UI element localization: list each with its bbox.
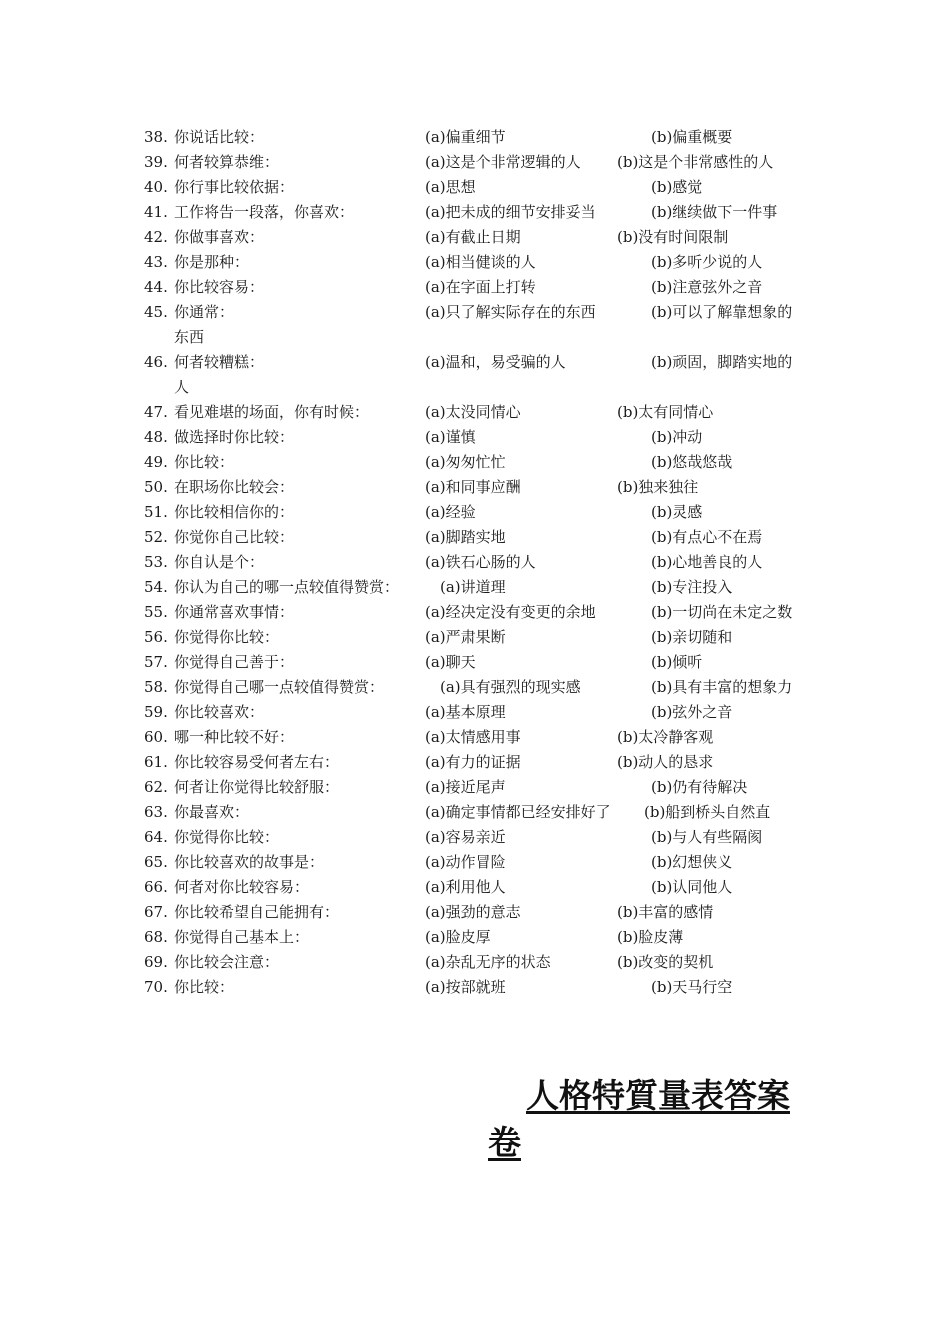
option-b: (b)心地善良的人 — [651, 553, 763, 571]
option-b: (b)独来独往 — [617, 478, 699, 496]
question-number: 58. — [144, 678, 168, 696]
question-item — [144, 625, 824, 650]
question-item — [144, 975, 824, 1000]
option-b: (b)冲动 — [651, 428, 703, 446]
option-b: (b)丰富的感情 — [617, 903, 714, 921]
question-number: 70. — [144, 978, 168, 996]
question-number: 47. — [144, 403, 168, 421]
option-a: (a)和同事应酬 — [425, 478, 521, 496]
question-text: 你自认是个： — [174, 553, 265, 571]
option-b: (b)偏重概要 — [651, 128, 733, 146]
question-text: 你行事比较依据： — [174, 178, 295, 196]
question-text: 你觉得自己善于： — [174, 653, 295, 671]
option-a: (a)太没同情心 — [425, 403, 521, 421]
question-text: 你认为自己的哪一点较值得赞赏： — [174, 578, 400, 596]
question-text: 你觉得自己哪一点较值得赞赏： — [174, 678, 385, 696]
question-number: 54. — [144, 578, 168, 596]
question-item — [144, 750, 824, 775]
question-item — [144, 950, 824, 975]
option-a: (a)聊天 — [425, 653, 476, 671]
option-a: (a)在字面上打转 — [425, 278, 536, 296]
option-b: (b)倾听 — [651, 653, 703, 671]
question-text: 你通常： — [174, 303, 235, 321]
option-a: (a)基本原理 — [425, 703, 506, 721]
question-text: 你觉得你比较： — [174, 628, 280, 646]
question-text: 你说话比较： — [174, 128, 265, 146]
question-text: 何者对你比较容易： — [174, 878, 310, 896]
option-b: (b)这是个非常感性的人 — [617, 153, 774, 171]
question-number: 52. — [144, 528, 168, 546]
option-a: (a)脸皮厚 — [425, 928, 491, 946]
question-text: 你通常喜欢事情： — [174, 603, 295, 621]
option-b: (b)船到桥头自然直 — [644, 803, 771, 821]
question-number: 56. — [144, 628, 168, 646]
answer-sheet-title-line1: 人格特質量表答案 — [526, 1076, 790, 1115]
question-item — [144, 200, 824, 225]
question-item — [144, 875, 824, 900]
question-item — [144, 475, 824, 500]
option-a: (a)严肃果断 — [425, 628, 506, 646]
question-number: 45. — [144, 303, 168, 321]
option-a: (a)接近尾声 — [425, 778, 506, 796]
question-text: 你觉得自己基本上： — [174, 928, 310, 946]
option-a: (a)经决定没有变更的余地 — [425, 603, 596, 621]
question-item — [144, 850, 824, 875]
question-text: 何者较算恭维： — [174, 153, 280, 171]
option-a: (a)这是个非常逻辑的人 — [425, 153, 581, 171]
option-b: (b)灵感 — [651, 503, 703, 521]
option-a: (a)脚踏实地 — [425, 528, 506, 546]
question-item — [144, 650, 824, 675]
option-b: (b)没有时间限制 — [617, 228, 729, 246]
question-text: 你比较会注意： — [174, 953, 280, 971]
question-text: 何者让你觉得比较舒服： — [174, 778, 340, 796]
question-text: 你比较容易受何者左右： — [174, 753, 340, 771]
option-b: (b)天马行空 — [651, 978, 733, 996]
option-a: (a)思想 — [425, 178, 476, 196]
option-b: (b)多听少说的人 — [651, 253, 763, 271]
question-item — [144, 125, 824, 150]
question-number: 69. — [144, 953, 168, 971]
option-b: (b)可以了解靠想象的 — [651, 303, 793, 321]
question-number: 66. — [144, 878, 168, 896]
option-a: (a)讲道理 — [440, 578, 506, 596]
option-a: (a)经验 — [425, 503, 476, 521]
question-text: 你是那种： — [174, 253, 250, 271]
question-item — [144, 450, 824, 475]
question-number: 40. — [144, 178, 168, 196]
question-item — [144, 400, 824, 425]
question-text: 你比较容易： — [174, 278, 265, 296]
question-number: 67. — [144, 903, 168, 921]
question-text: 看见难堪的场面，你有时候： — [174, 403, 370, 421]
question-item — [144, 425, 824, 450]
question-item — [144, 250, 824, 275]
answer-sheet-title — [488, 1072, 818, 1166]
option-a: (a)容易亲近 — [425, 828, 506, 846]
question-text: 工作将告一段落，你喜欢： — [174, 203, 355, 221]
question-text: 何者较糟糕： — [174, 353, 265, 371]
option-b: (b)继续做下一件事 — [651, 203, 778, 221]
question-number: 62. — [144, 778, 168, 796]
option-a: (a)杂乱无序的状态 — [425, 953, 551, 971]
option-a: (a)有截止日期 — [425, 228, 521, 246]
question-text: 你比较相信你的： — [174, 503, 295, 521]
option-a: (a)相当健谈的人 — [425, 253, 536, 271]
option-a: (a)匆匆忙忙 — [425, 453, 506, 471]
option-a: (a)确定事情都已经安排好了 — [425, 803, 611, 821]
option-b: (b)认同他人 — [651, 878, 733, 896]
option-b: (b)太有同情心 — [617, 403, 714, 421]
question-item — [144, 350, 824, 400]
option-b: (b)亲切随和 — [651, 628, 733, 646]
option-b: (b)专注投入 — [651, 578, 733, 596]
question-text-continued: 人 — [174, 378, 190, 396]
question-text: 你比较： — [174, 453, 235, 471]
option-b: (b)具有丰富的想象力 — [651, 678, 793, 696]
question-number: 53. — [144, 553, 168, 571]
question-item — [144, 825, 824, 850]
question-item — [144, 600, 824, 625]
question-item — [144, 800, 824, 825]
question-number: 65. — [144, 853, 168, 871]
option-b: (b)注意弦外之音 — [651, 278, 763, 296]
question-number: 49. — [144, 453, 168, 471]
option-a: (a)把未成的细节安排妥当 — [425, 203, 596, 221]
question-item — [144, 275, 824, 300]
option-b: (b)顽固，脚踏实地的 — [651, 353, 793, 371]
question-number: 46. — [144, 353, 168, 371]
option-b: (b)悠哉悠哉 — [651, 453, 733, 471]
question-text: 你比较希望自己能拥有： — [174, 903, 340, 921]
option-a: (a)按部就班 — [425, 978, 506, 996]
question-item — [144, 725, 824, 750]
option-a: (a)只了解实际存在的东西 — [425, 303, 596, 321]
question-item — [144, 675, 824, 700]
question-number: 60. — [144, 728, 168, 746]
question-item — [144, 525, 824, 550]
question-item — [144, 300, 824, 350]
option-b: (b)有点心不在焉 — [651, 528, 763, 546]
option-a: (a)偏重细节 — [425, 128, 506, 146]
question-text: 你最喜欢： — [174, 803, 250, 821]
question-text: 做选择时你比较： — [174, 428, 295, 446]
option-b: (b)太冷静客观 — [617, 728, 714, 746]
question-item — [144, 150, 824, 175]
question-number: 64. — [144, 828, 168, 846]
question-item — [144, 175, 824, 200]
question-text: 哪一种比较不好： — [174, 728, 295, 746]
question-number: 43. — [144, 253, 168, 271]
question-item — [144, 225, 824, 250]
question-number: 50. — [144, 478, 168, 496]
question-number: 48. — [144, 428, 168, 446]
option-b: (b)脸皮薄 — [617, 928, 684, 946]
question-number: 42. — [144, 228, 168, 246]
option-a: (a)太情感用事 — [425, 728, 521, 746]
option-b: (b)动人的恳求 — [617, 753, 714, 771]
question-number: 61. — [144, 753, 168, 771]
question-item — [144, 700, 824, 725]
question-text: 在职场你比较会： — [174, 478, 295, 496]
option-b: (b)仍有待解决 — [651, 778, 748, 796]
question-number: 39. — [144, 153, 168, 171]
question-number: 51. — [144, 503, 168, 521]
question-item — [144, 500, 824, 525]
option-b: (b)弦外之音 — [651, 703, 733, 721]
option-a: (a)具有强烈的现实感 — [440, 678, 581, 696]
question-text: 你觉得你比较： — [174, 828, 280, 846]
option-b: (b)幻想侠义 — [651, 853, 733, 871]
question-number: 63. — [144, 803, 168, 821]
question-text: 你比较喜欢： — [174, 703, 265, 721]
question-number: 44. — [144, 278, 168, 296]
option-b: (b)感觉 — [651, 178, 703, 196]
question-text: 你比较喜欢的故事是： — [174, 853, 325, 871]
question-number: 41. — [144, 203, 168, 221]
question-item — [144, 775, 824, 800]
question-list — [144, 125, 824, 1000]
question-text: 你做事喜欢： — [174, 228, 265, 246]
option-b: (b)改变的契机 — [617, 953, 714, 971]
option-a: (a)有力的证据 — [425, 753, 521, 771]
question-item — [144, 900, 824, 925]
answer-sheet-title-line2: 卷 — [488, 1123, 521, 1162]
option-a: (a)温和，易受骗的人 — [425, 353, 566, 371]
option-a: (a)强劲的意志 — [425, 903, 521, 921]
option-a: (a)铁石心肠的人 — [425, 553, 536, 571]
question-item — [144, 925, 824, 950]
option-b: (b)与人有些隔阂 — [651, 828, 763, 846]
question-number: 38. — [144, 128, 168, 146]
question-number: 55. — [144, 603, 168, 621]
option-b: (b)一切尚在未定之数 — [651, 603, 793, 621]
option-a: (a)谨慎 — [425, 428, 476, 446]
question-number: 68. — [144, 928, 168, 946]
option-a: (a)利用他人 — [425, 878, 506, 896]
option-a: (a)动作冒险 — [425, 853, 506, 871]
question-text: 你觉你自己比较： — [174, 528, 295, 546]
question-item — [144, 575, 824, 600]
question-text: 你比较： — [174, 978, 235, 996]
question-number: 59. — [144, 703, 168, 721]
question-number: 57. — [144, 653, 168, 671]
question-item — [144, 550, 824, 575]
question-text-continued: 东西 — [174, 328, 205, 346]
